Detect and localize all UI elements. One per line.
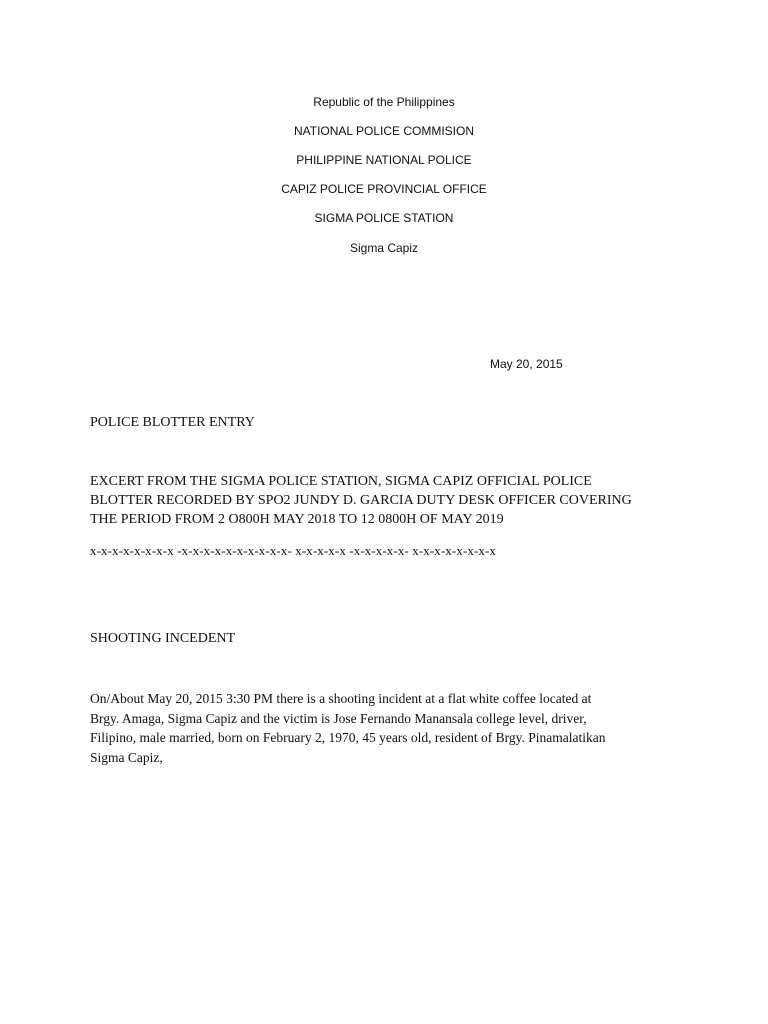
excerpt-line: THE PERIOD FROM 2 O800H MAY 2018 TO 12 0800H OF MAY 2019 [90,512,504,527]
document-date: May 20, 2015 [490,357,563,371]
header-republic: Republic of the Philippines [313,95,455,109]
excerpt-line: BLOTTER RECORDED BY SPO2 JUNDY D. GARCIA DUTY DESK OFFICER COVERING [90,493,632,508]
header-pnp: PHILIPPINE NATIONAL POLICE [296,153,472,167]
narrative-line: On/About May 20, 2015 3:30 PM there is a shooting incident at a flat white coffee located at [90,691,592,706]
narrative-line: Sigma Capiz, [90,749,163,765]
narrative-line: Filipino, male married, born on February 2, 1970, 45 years old, resident of Brgy. Pinamalatikan [90,730,606,745]
separator-line: x-x-x-x-x-x-x-x -x-x-x-x-x-x-x-x-x-x- x-x-x-x-x -x-x-x-x-x- x-x-x-x-x-x-x-x [90,543,497,558]
document-title: POLICE BLOTTER ENTRY [90,415,255,430]
excerpt-line: EXCERT FROM THE SIGMA POLICE STATION, SIGMA CAPIZ OFFICIAL POLICE [90,474,592,489]
narrative-line: Brgy. Amaga, Sigma Capiz and the victim is Jose Fernando Manansala college level, driver, [90,710,587,726]
header-provincial-office: CAPIZ POLICE PROVINCIAL OFFICE [281,182,487,196]
incident-title: SHOOTING INCEDENT [90,631,236,646]
incident-narrative [90,689,700,767]
excerpt-paragraph [90,472,690,529]
header-location: Sigma Capiz [349,241,419,255]
header-napolcom: NATIONAL POLICE COMMISION [293,124,475,138]
header-station: SIGMA POLICE STATION [314,211,454,225]
